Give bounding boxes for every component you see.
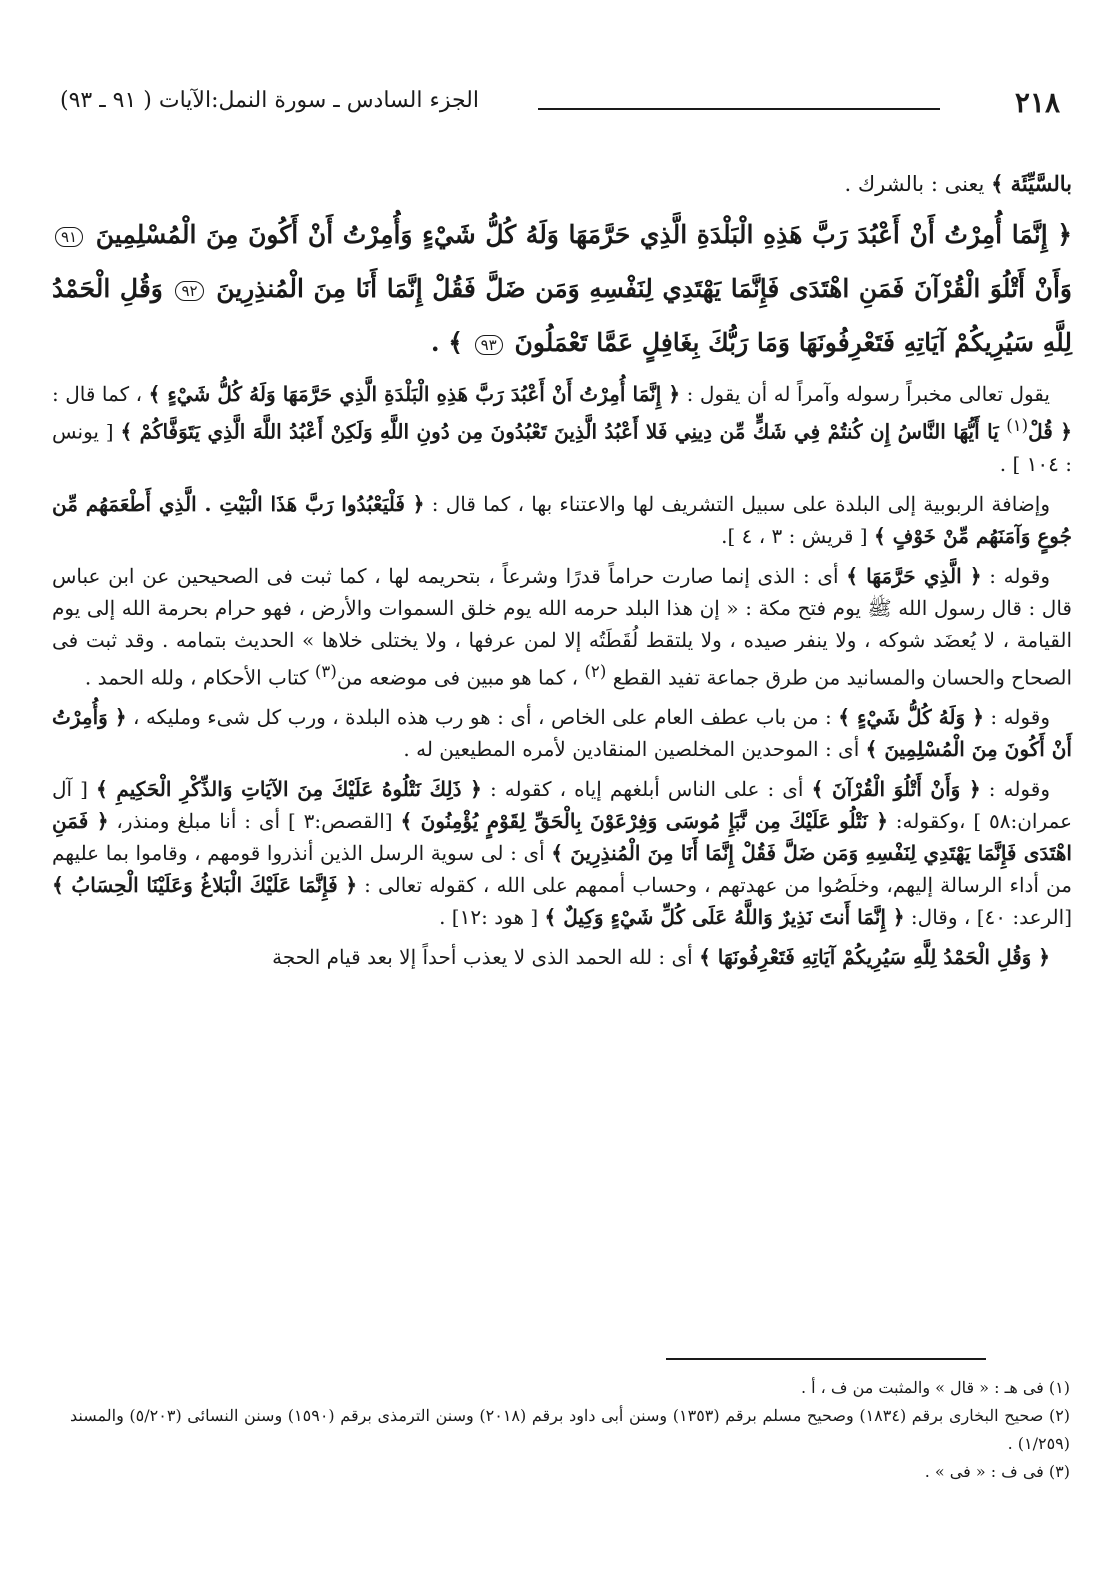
commentary-text: أى : لى سوية الرسل الذين أنذروا قومهم ، وقاموا بما عليهم من أداء الرسالة إليهم، وخلَصُوا من عهدتهم ، وحساب أممهم على الله ، كقوله تعالى : [52, 841, 1072, 898]
footnotes [70, 1374, 1070, 1486]
quran-quote: ﴿ وَلَهُ كُلُّ شَيْءٍ ﴾ [838, 705, 984, 730]
citation: [ آل عمران:٥٨ ] ،وكقوله: [52, 777, 1072, 834]
verse-block [52, 208, 1072, 370]
verse-number: ٩٣ [475, 335, 503, 355]
quran-quote: ﴿ وَأَنْ أَتْلُوَ الْقُرْآنَ ﴾ [811, 777, 981, 802]
footnote: (٢) صحيح البخارى برقم (١٨٣٤) وصحيح مسلم برقم (١٣٥٣) وسنن أبى داود برقم (٢٠١٨) وسنن الترمذى برقم (١٥٩٠) وسنن النسائى (٥/٢٠٣) والمسند (١/٢٥٩) . [70, 1406, 1071, 1453]
quran-quote: ﴿ فَإِنَّمَا عَلَيْكَ الْبَلاغُ وَعَلَيْنَا الْحِسَابُ ﴾ [52, 873, 358, 898]
quran-quote: ﴿ الَّذِي حَرَّمَهَا ﴾ [846, 563, 982, 588]
quran-quote: ﴿ فَلْيَعْبُدُوا رَبَّ هَذَا الْبَيْتِ . الَّذِي أَطْعَمَهُم مِّن جُوعٍ وَآمَنَهُم مِّنْ خَوْفٍ ﴾ [52, 491, 1072, 548]
paragraph [52, 941, 1072, 973]
quran-quote: ﴿ ذَلِكَ نَتْلُوهُ عَلَيْكَ مِنَ الآيَاتِ وَالذِّكْرِ الْحَكِيمِ ﴾ [96, 777, 482, 802]
verse-text: ﴿ إِنَّمَا أُمِرْتُ أَنْ أَعْبُدَ رَبَّ هَذِهِ الْبَلْدَةِ الَّذِي حَرَّمَهَا وَلَهُ كُلُّ شَيْءٍ وَأُمِرْتُ أَنْ أَكُونَ مِنَ الْمُسْلِمِينَ [95, 220, 1072, 249]
commentary-text: : من باب عطف العام على الخاص ، أى : هو رب هذه البلدة ، ورب كل شىء ومليكه ، [126, 705, 839, 730]
paragraph [52, 773, 1072, 933]
footnote: (١) فى هـ : « قال » والمثبت من ف ، أ . [800, 1378, 1070, 1397]
commentary-text: وقوله : [983, 705, 1050, 730]
page-header [60, 86, 1060, 126]
paragraph [52, 488, 1072, 552]
verse-text: وَأَنْ أَتْلُوَ الْقُرْآنَ فَمَنِ اهْتَدَى فَإِنَّمَا يَهْتَدِي لِنَفْسِهِ وَمَن ضَلَّ فَقُلْ إِنَّمَا أَنَا مِنَ الْمُنذِرِينَ [216, 274, 1072, 303]
quran-quote: ﴿ نَتْلُو عَلَيْكَ مِن نَّبَإِ مُوسَى وَفِرْعَوْنَ بِالْحَقِّ لِقَوْمٍ يُؤْمِنُونَ ﴾ [400, 809, 888, 834]
commentary-text: يقول تعالى مخبراً رسوله وآمراً له أن يقول : [680, 382, 1050, 406]
commentary-text: يعنى : بالشرك . [844, 172, 992, 196]
commentary-text: أى : لله الحمد الذى لا يعذب أحداً إلا بعد قيام الحجة [272, 945, 700, 970]
commentary-text: ، كما قال : [52, 382, 149, 406]
paragraph [52, 378, 1072, 480]
commentary-text: ، كما هو مبين فى موضعه من [336, 665, 585, 690]
header-rule [538, 108, 940, 110]
verse-end: ﴾ . [430, 328, 472, 357]
paragraph [52, 560, 1072, 694]
commentary-text: وإضافة الربوبية إلى البلدة على سبيل التشريف لها والاعتناء بها ، كما قال : [424, 491, 1050, 516]
quran-quote: بالسَّيِّئَة ﴾ [991, 171, 1072, 196]
quran-quote: ﴿ إِنَّمَا أُمِرْتُ أَنْ أَعْبُدَ رَبَّ هَذِهِ الْبَلْدَةِ الَّذِي حَرَّمَهَا وَلَهُ كُلُّ شَيْءٍ ﴾ [148, 382, 681, 406]
main-text [52, 166, 1072, 973]
commentary-text: أى : على الناس أبلغهم إياه ، كقوله : [481, 777, 812, 802]
intro-line [52, 166, 1072, 202]
quran-quote: ﴿ إِنَّمَا أَنتَ نَذِيرٌ وَاللَّهُ عَلَى كُلِّ شَيْءٍ وَكِيلٌ ﴾ [544, 905, 905, 930]
verse-number: ٩١ [55, 227, 83, 247]
citation: [ هود :١٢] . [439, 905, 545, 930]
quran-quote: ﴿ قُلْ [1028, 419, 1073, 444]
quran-quote: ﴿ وَأُمِرْتُ أَنْ أَكُونَ مِنَ الْمُسْلِمِينَ ﴾ [52, 705, 1072, 762]
footnote-marker: (١) [1006, 416, 1029, 435]
commentary-text: كتاب الأحكام ، ولله الحمد . [84, 665, 315, 690]
citation: [ قريش : ٣ ، ٤ ]. [721, 523, 868, 548]
footnote-rule [666, 1358, 986, 1360]
verse-number: ٩٢ [175, 281, 203, 301]
commentary-text: أى : الذى إنما صارت حراماً قدرًا وشرعاً ، بتحريمه لها ، كما ثبت فى الصحيحين عن ابن عباس قال : قال رسول الله ﷺ يوم فتح مكة : « إن هذا البلد حرمه الله يوم خلق السموات والأرض ، فهو حرام بحرمة الله إلى يوم القيامة ، لا يُعضَد شوكه ، ولا ينفر صيده ، ولا يلتقط لُقَطَتُه إلا لمن عرفها ، ولا يختلى خلاها » الحديث بتمامه . وقد ثبت فى الصحاح والحسان والمسانيد من طرق جماعة تفيد القطع [52, 563, 1072, 690]
citation: [ يونس : ١٠٤ ] . [52, 419, 1072, 476]
commentary-text: وقوله : [980, 777, 1050, 802]
quran-quote: ﴿ وَقُلِ الْحَمْدُ لِلَّهِ سَيُرِيكُمْ آيَاتِهِ فَتَعْرِفُونَهَا ﴾ [699, 945, 1050, 970]
footnote: (٣) فى ف : « فى » . [924, 1462, 1070, 1481]
footnote-marker: (٢) [584, 661, 607, 681]
page-number: ٢١٨ [1014, 86, 1060, 119]
footnote-marker: (٣) [314, 661, 337, 681]
quran-quote: ﴿ فَمَنِ اهْتَدَى فَإِنَّمَا يَهْتَدِي لِنَفْسِهِ وَمَن ضَلَّ فَقُلْ إِنَّمَا أَنَا مِنَ الْمُنذِرِينَ ﴾ [52, 809, 1072, 866]
paragraph [52, 701, 1072, 765]
verse-text: وَقُلِ الْحَمْدُ لِلَّهِ سَيُرِيكُمْ آيَاتِهِ فَتَعْرِفُونَهَا وَمَا رَبُّكَ بِغَافِلٍ عَمَّا تَعْمَلُونَ [52, 274, 1072, 357]
commentary-text: وقوله : [981, 563, 1050, 588]
running-title: الجزء السادس ـ سورة النمل:الآيات ( ٩١ ـ ٩٣) [60, 88, 479, 113]
quran-quote: يَا أَيُّهَا النَّاسُ إِن كُنتُمْ فِي شَكٍّ مِّن دِينِي فَلا أَعْبُدُ الَّذِينَ تَعْبُدُونَ مِن دُونِ اللَّهِ وَلَكِنْ أَعْبُدُ اللَّهَ الَّذِي يَتَوَفَّاكُمْ ﴾ [120, 419, 1007, 444]
commentary-text: أى : الموحدين المخلصين المنقادين لأمره المطيعين له . [403, 737, 866, 762]
citation: [الرعد: ٤٠] ، وقال: [904, 905, 1072, 930]
commentary-text: [القصص:٣ ] أى : أنا مبلغ ومنذر، [108, 809, 401, 834]
